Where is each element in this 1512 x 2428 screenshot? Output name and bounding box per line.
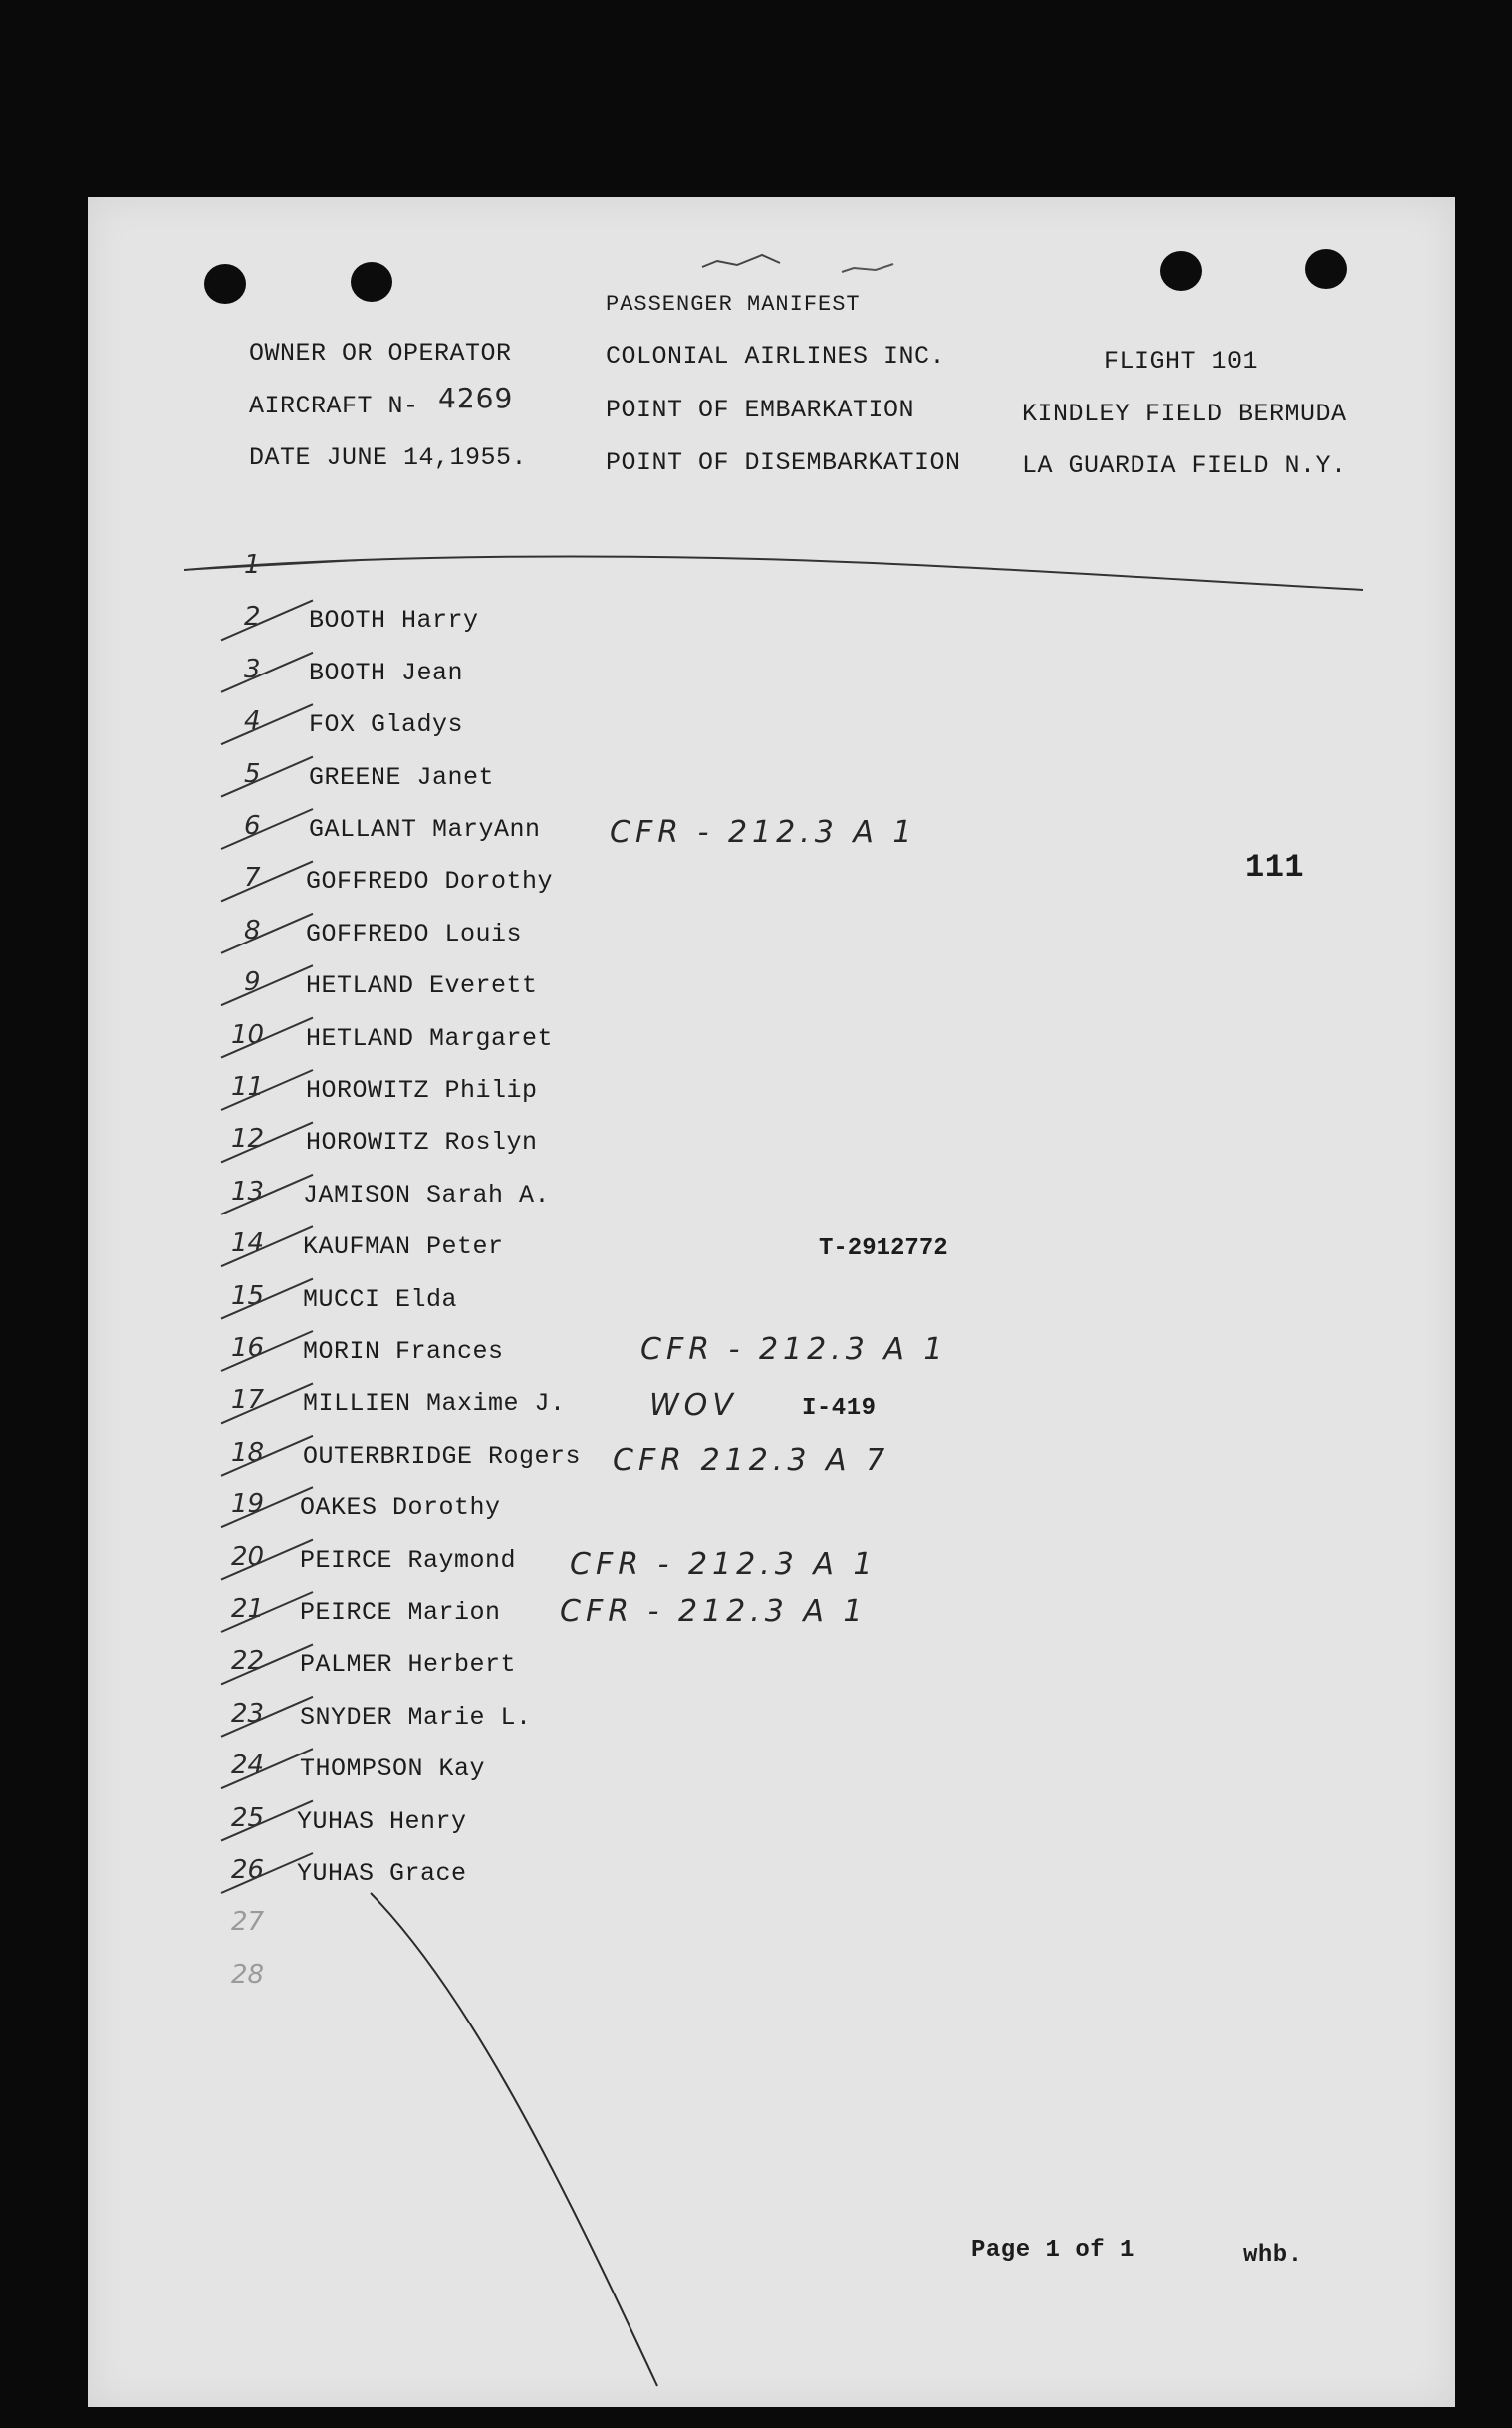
- row-number: 16: [231, 1333, 265, 1363]
- row-number: 3: [244, 654, 261, 684]
- passenger-name: OUTERBRIDGE Rogers: [303, 1441, 582, 1471]
- owner-label: OWNER OR OPERATOR: [249, 339, 512, 368]
- row-number: 7: [244, 863, 261, 894]
- annotation-morin: CFR - 212.3 A 1: [640, 1332, 948, 1367]
- row-number: 22: [231, 1646, 265, 1677]
- row-number: 19: [231, 1489, 265, 1520]
- checkmark-stroke: [221, 653, 313, 692]
- checkmark-stroke: [221, 861, 313, 901]
- passenger-name: SNYDER Marie L.: [300, 1702, 532, 1732]
- row-number: 12: [231, 1124, 265, 1155]
- embarkation-label: POINT OF EMBARKATION: [606, 396, 915, 424]
- passenger-name: GALLANT MaryAnn: [309, 815, 541, 844]
- passenger-name: JAMISON Sarah A.: [303, 1180, 551, 1210]
- row-number: 23: [231, 1698, 265, 1729]
- annotation-peirce-raymond: CFR - 212.3 A 1: [570, 1547, 878, 1582]
- checkmark-stroke: [221, 600, 313, 640]
- passenger-name: THOMPSON Kay: [300, 1754, 486, 1784]
- row-number: 18: [231, 1437, 265, 1468]
- checkmark-stroke: [221, 1175, 313, 1214]
- passenger-name: OAKES Dorothy: [300, 1493, 501, 1523]
- row-number: 17: [231, 1385, 265, 1416]
- row-number: 27: [231, 1907, 265, 1938]
- row-number: 10: [231, 1019, 265, 1050]
- manifest-date: DATE JUNE 14,1955.: [249, 443, 528, 472]
- checkmark-stroke: [221, 1331, 313, 1371]
- flight-number: FLIGHT 101: [1104, 347, 1259, 376]
- passenger-name: MUCCI Elda: [303, 1284, 458, 1314]
- checkmark-stroke: [221, 965, 313, 1005]
- row-number: 1: [244, 550, 261, 580]
- row-number: 25: [231, 1802, 265, 1833]
- row-number: 14: [231, 1228, 265, 1259]
- row-number: 21: [231, 1594, 265, 1624]
- checkmark-stroke: [221, 1487, 313, 1527]
- passenger-name: YUHAS Grace: [297, 1859, 467, 1888]
- passenger-name: PEIRCE Raymond: [300, 1545, 517, 1575]
- annotation-peirce-marion: CFR - 212.3 A 1: [560, 1594, 868, 1629]
- row-number: 28: [231, 1959, 265, 1990]
- checkmark-stroke: [221, 1436, 313, 1476]
- manifest-title: PASSENGER MANIFEST: [606, 292, 861, 317]
- row-number: 9: [244, 967, 261, 998]
- checkmark-stroke: [221, 1383, 313, 1423]
- row-number: 11: [231, 1072, 265, 1102]
- checkmark-stroke: [221, 757, 313, 797]
- checkmark-stroke: [221, 704, 313, 744]
- annotation-millien-typed: I-419: [802, 1395, 877, 1422]
- checkmark-stroke: [221, 1592, 313, 1632]
- row-number: 13: [231, 1176, 265, 1207]
- checkmark-stroke: [221, 1644, 313, 1684]
- passenger-name: BOOTH Harry: [309, 606, 479, 636]
- annotation-outerbridge: CFR 212.3 A 7: [613, 1443, 890, 1478]
- row-number: 6: [244, 811, 261, 841]
- checkmark-stroke: [221, 1540, 313, 1580]
- checkmark-stroke: [221, 1749, 313, 1788]
- disembarkation-value: LA GUARDIA FIELD N.Y.: [1022, 451, 1347, 480]
- passenger-name: GOFFREDO Louis: [306, 919, 523, 948]
- annotation-gallant: CFR - 212.3 A 1: [610, 815, 917, 850]
- row-number: 2: [244, 602, 261, 633]
- embarkation-value: KINDLEY FIELD BERMUDA: [1022, 400, 1347, 428]
- passenger-name: PALMER Herbert: [300, 1650, 517, 1680]
- aircraft-label: AIRCRAFT N-: [249, 392, 419, 420]
- checkmark-stroke: [221, 1697, 313, 1737]
- passenger-name: HETLAND Margaret: [306, 1023, 554, 1053]
- passenger-name: PEIRCE Marion: [300, 1598, 501, 1627]
- passenger-name: MORIN Frances: [303, 1337, 504, 1366]
- passenger-name: GREENE Janet: [309, 762, 495, 792]
- passenger-name: HETLAND Everett: [306, 971, 538, 1001]
- row-number: 26: [231, 1855, 265, 1885]
- checkmark-stroke: [221, 1226, 313, 1266]
- row-number: 5: [244, 758, 261, 789]
- passenger-name: MILLIEN Maxime J.: [303, 1389, 566, 1419]
- aircraft-number: 4269: [438, 382, 514, 414]
- clerk-initials: whb.: [1243, 2242, 1303, 2269]
- row-number: 24: [231, 1751, 265, 1781]
- annotation-millien-hand: WOV: [649, 1388, 738, 1423]
- checkmark-stroke: [221, 809, 313, 849]
- checkmark-stroke: [221, 1018, 313, 1058]
- checkmark-stroke: [221, 1279, 313, 1319]
- checkmark-stroke: [221, 1122, 313, 1162]
- row-number: 8: [244, 915, 261, 945]
- passenger-name: KAUFMAN Peter: [303, 1232, 504, 1262]
- disembarkation-label: POINT OF DISEMBARKATION: [606, 448, 961, 477]
- passenger-name: BOOTH Jean: [309, 658, 464, 687]
- side-page-number: 111: [1245, 849, 1305, 886]
- passenger-name: HOROWITZ Roslyn: [306, 1128, 538, 1158]
- row-number: 15: [231, 1280, 265, 1311]
- row-number: 4: [244, 706, 261, 737]
- checkmark-stroke: [221, 1853, 313, 1893]
- owner-value: COLONIAL AIRLINES INC.: [606, 342, 946, 371]
- checkmark-stroke: [221, 914, 313, 953]
- annotation-kaufman: T-2912772: [819, 1235, 948, 1262]
- page-count: Page 1 of 1: [971, 2237, 1134, 2264]
- passenger-name: HOROWITZ Philip: [306, 1076, 538, 1105]
- passenger-name: FOX Gladys: [309, 710, 464, 740]
- passenger-name: GOFFREDO Dorothy: [306, 867, 554, 897]
- passenger-name: YUHAS Henry: [297, 1806, 467, 1836]
- row-number: 20: [231, 1541, 265, 1572]
- checkmark-stroke: [221, 1801, 313, 1841]
- checkmark-stroke: [221, 1070, 313, 1110]
